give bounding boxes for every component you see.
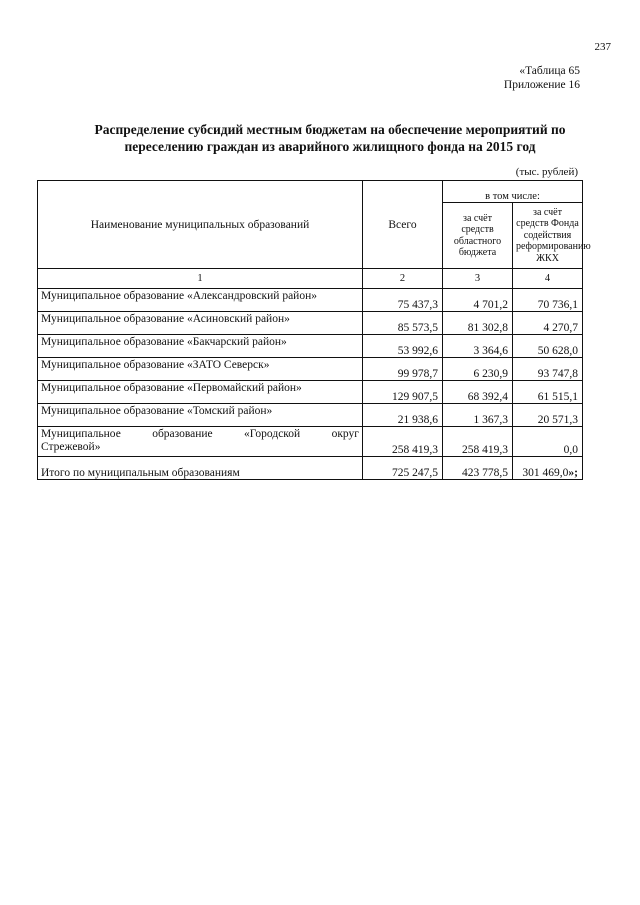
row-name: Муниципальное образование «Асиновский район» — [38, 312, 363, 335]
header-name: Наименование муниципальных образований — [38, 181, 363, 269]
row-regional: 6 230,9 — [443, 358, 513, 381]
column-number: 2 — [363, 269, 443, 289]
row-fund: 0,0 — [513, 427, 583, 457]
row-name-word: Муниципальное — [41, 428, 121, 440]
row-regional: 1 367,3 — [443, 404, 513, 427]
closing-quote: »; — [568, 467, 579, 479]
document-title — [60, 121, 600, 155]
row-regional: 68 392,4 — [443, 381, 513, 404]
table-reference — [504, 64, 580, 92]
column-number: 1 — [38, 269, 363, 289]
table-row — [38, 427, 583, 457]
table-row — [38, 335, 583, 358]
header-total: Всего — [363, 181, 443, 269]
table-row — [38, 312, 583, 335]
table-row — [38, 381, 583, 404]
row-name: Муниципальное образование «Первомайский район» — [38, 381, 363, 404]
row-fund: 4 270,7 — [513, 312, 583, 335]
total-fund — [513, 457, 583, 480]
row-name-line-1 — [41, 428, 359, 441]
column-number: 4 — [513, 269, 583, 289]
row-name: Муниципальное образование «ЗАТО Северск» — [38, 358, 363, 381]
row-regional: 258 419,3 — [443, 427, 513, 457]
row-regional: 3 364,6 — [443, 335, 513, 358]
row-total: 99 978,7 — [363, 358, 443, 381]
column-number-row — [38, 269, 583, 289]
row-total: 75 437,3 — [363, 289, 443, 312]
column-number: 3 — [443, 269, 513, 289]
header-row — [38, 181, 583, 203]
row-total: 21 938,6 — [363, 404, 443, 427]
row-name-word: «Городской — [244, 428, 301, 440]
row-fund: 20 571,3 — [513, 404, 583, 427]
table-row — [38, 289, 583, 312]
units-label: (тыс. рублей) — [515, 166, 578, 178]
table-row — [38, 404, 583, 427]
row-fund: 70 736,1 — [513, 289, 583, 312]
total-sum: 725 247,5 — [363, 457, 443, 480]
row-total: 53 992,6 — [363, 335, 443, 358]
row-total: 129 907,5 — [363, 381, 443, 404]
row-name: Муниципальное образование «Томский район» — [38, 404, 363, 427]
subsidy-table — [37, 180, 591, 480]
row-regional: 81 302,8 — [443, 312, 513, 335]
row-name: Муниципальное образование «Бакчарский район» — [38, 335, 363, 358]
row-name-word: округ — [331, 428, 359, 440]
row-name: Муниципальное образование «Александровский район» — [38, 289, 363, 312]
row-total: 85 573,5 — [363, 312, 443, 335]
row-name-word: образование — [152, 428, 213, 440]
title-line-1: Распределение субсидий местным бюджетам на обеспечение мероприятий по — [94, 122, 566, 137]
total-label: Итого по муниципальным образованиям — [38, 457, 363, 480]
row-name — [38, 427, 363, 457]
row-name-line-2: Стрежевой» — [41, 441, 101, 453]
table-label: «Таблица 65 — [519, 65, 580, 77]
header-regional-budget: за счёт средств областного бюджета — [443, 203, 513, 269]
row-fund: 61 515,1 — [513, 381, 583, 404]
page-number: 237 — [594, 41, 611, 53]
header-housing-fund: за счёт средств Фонда содействия реформированию ЖКХ — [513, 203, 583, 269]
appendix-label: Приложение 16 — [503, 79, 580, 91]
row-fund: 93 747,8 — [513, 358, 583, 381]
title-line-2: переселению граждан из аварийного жилищного фонда на 2015 год — [124, 139, 536, 154]
total-regional: 423 778,5 — [443, 457, 513, 480]
total-fund-value: 301 469,0 — [522, 467, 569, 479]
row-regional: 4 701,2 — [443, 289, 513, 312]
table-row — [38, 358, 583, 381]
row-total: 258 419,3 — [363, 427, 443, 457]
total-row — [38, 457, 583, 480]
row-fund: 50 628,0 — [513, 335, 583, 358]
header-including: в том числе: — [443, 181, 583, 203]
